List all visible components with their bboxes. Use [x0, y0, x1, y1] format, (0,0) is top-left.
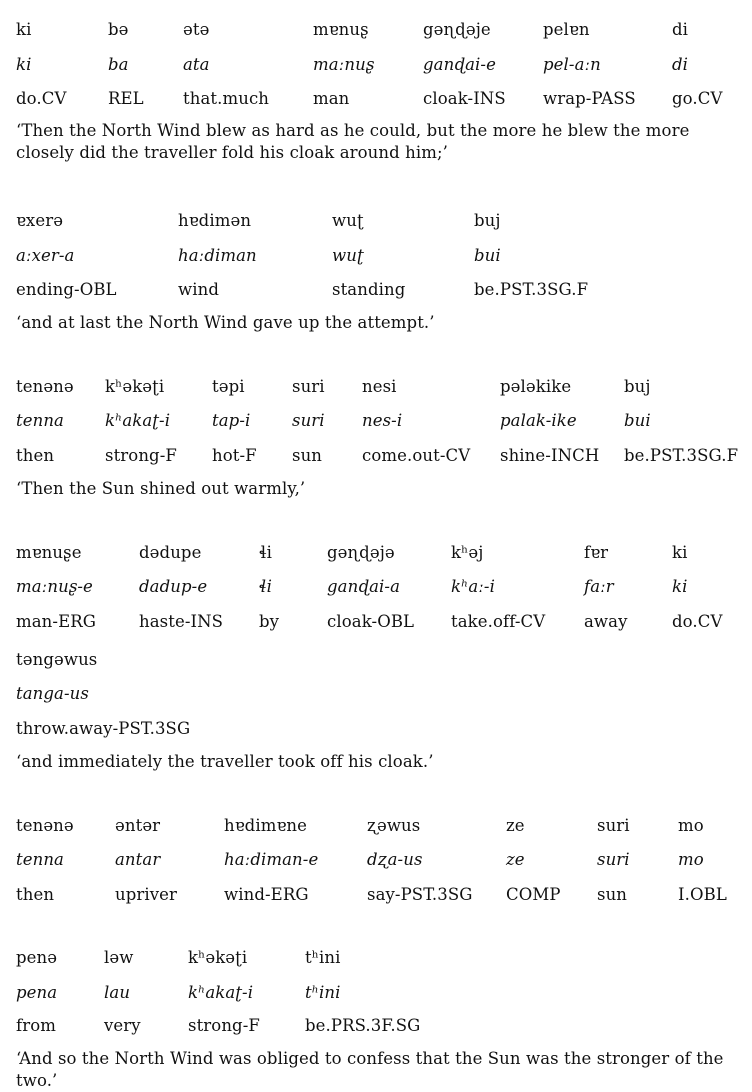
morpheme-word: maːnuʂ [313, 55, 375, 74]
ipa-line [0, 649, 752, 679]
morph-line [0, 982, 752, 1012]
gloss-abbreviation: PRS [330, 1016, 366, 1035]
gloss-word [624, 445, 738, 467]
ipa-word: ki [672, 543, 688, 562]
morpheme-word: mo [678, 850, 704, 869]
ipa-line [0, 376, 752, 406]
gloss-text: away [584, 612, 628, 631]
gloss-line [0, 884, 752, 914]
gloss-text: . [365, 1016, 371, 1035]
gloss-abbreviation: F [726, 446, 739, 465]
morpheme-word: ze [506, 850, 525, 869]
ipa-word: mɐnuʂ [313, 20, 369, 39]
ipa-word: bə [108, 20, 129, 39]
gloss-text: be. [474, 280, 500, 299]
gloss-abbreviation: CV [520, 612, 546, 631]
morpheme-word: haːdiman-e [224, 850, 319, 869]
gloss-text: shine- [500, 446, 551, 465]
ipa-word: pələkike [500, 377, 572, 396]
gloss-text: do. [672, 612, 698, 631]
morpheme-word: pena [16, 983, 58, 1002]
ipa-word: ze [506, 816, 525, 835]
ipa-word: buj [474, 211, 501, 230]
ipa-word: mɐnuʂe [16, 543, 82, 562]
gloss-abbreviation: INCH [550, 446, 600, 465]
morpheme-word: dʐa-us [367, 850, 423, 869]
ipa-word: di [672, 20, 689, 39]
gloss-word [183, 88, 269, 110]
gloss-text: . [571, 280, 577, 299]
ipa-word: suri [597, 816, 630, 835]
gloss-line [0, 88, 752, 118]
ipa-word: nesi [362, 377, 397, 396]
gloss-word [597, 884, 627, 906]
gloss-text: sun [292, 446, 323, 465]
morpheme-word: di [672, 55, 689, 74]
gloss-word [16, 611, 96, 633]
gloss-text: wind [178, 280, 219, 299]
gloss-abbreviation: CV [445, 446, 471, 465]
gloss-abbreviation: COMP [506, 885, 561, 904]
gloss-abbreviation: INS [190, 612, 224, 631]
gloss-word [178, 279, 219, 301]
morpheme-word: faːr [584, 577, 614, 596]
gloss-word [16, 445, 54, 467]
gloss-abbreviation: CV [697, 612, 723, 631]
gloss-abbreviation: F [248, 1016, 260, 1035]
gloss-abbreviation: PST [649, 446, 682, 465]
ipa-word: ki [16, 20, 32, 39]
gloss-text: man [313, 89, 350, 108]
free-translation: ‘and immediately the traveller took off his cloak.’ [16, 752, 434, 771]
gloss-abbreviation: 3SG [536, 280, 572, 299]
morpheme-word: tap-i [212, 411, 251, 430]
gloss-text: take.off- [451, 612, 521, 631]
gloss-text: haste- [139, 612, 191, 631]
morph-line [0, 576, 752, 606]
gloss-abbreviation: CV [697, 89, 723, 108]
gloss-word [506, 884, 561, 906]
gloss-word [105, 445, 177, 467]
ipa-word: kʰəj [451, 543, 484, 562]
gloss-text: . [149, 719, 155, 738]
gloss-abbreviation: SG [395, 1016, 421, 1035]
ipa-word: hɐdimən [178, 211, 252, 230]
morpheme-word: ganɖai-e [423, 55, 496, 74]
morpheme-word: ganɖai-a [327, 577, 401, 596]
morpheme-word: suri [292, 411, 325, 430]
morpheme-word: nes-i [362, 411, 403, 430]
gloss-word [16, 88, 67, 110]
gloss-abbreviation: F [576, 280, 589, 299]
ipa-word: suri [292, 377, 325, 396]
gloss-text: that.much [183, 89, 270, 108]
morpheme-word: maːnuʂ-e [16, 577, 93, 596]
ipa-word: ʐəwus [367, 816, 421, 835]
ipa-word: mo [678, 816, 704, 835]
ipa-word: təngəwus [16, 650, 98, 669]
gloss-line [0, 611, 752, 641]
gloss-word [678, 884, 727, 906]
morpheme-word: aːxer-a [16, 246, 75, 265]
ipa-line [0, 210, 752, 240]
gloss-abbreviation: PST [400, 885, 432, 904]
gloss-text: cloak- [423, 89, 474, 108]
morpheme-word: dadup-e [139, 577, 208, 596]
morpheme-word: lau [104, 983, 131, 1002]
gloss-text: be. [624, 446, 650, 465]
gloss-text: . [531, 280, 537, 299]
ipa-word: ətə [183, 20, 210, 39]
gloss-text: throw.away- [16, 719, 119, 738]
gloss-text: standing [332, 280, 406, 299]
morpheme-word: suri [597, 850, 630, 869]
ipa-word: gəɳɖəje [423, 20, 491, 39]
gloss-line [0, 1015, 752, 1045]
gloss-abbreviation: 3SG [154, 719, 191, 738]
ipa-line [0, 947, 752, 977]
morpheme-word: antar [115, 850, 161, 869]
morpheme-word: ba [108, 55, 129, 74]
gloss-text: . [431, 885, 438, 904]
morpheme-word: tenna [16, 850, 64, 869]
ipa-word: ɬi [259, 543, 272, 562]
ipa-line [0, 19, 752, 49]
gloss-word [332, 279, 405, 301]
gloss-word [16, 718, 190, 740]
morph-line [0, 410, 752, 440]
free-translation: ‘And so the North Wind was obliged to confess that the Sun was the stronger of the two.’ [16, 1049, 724, 1090]
gloss-word [474, 279, 588, 301]
gloss-text: do. [16, 89, 42, 108]
morpheme-word: tʰini [305, 983, 341, 1002]
gloss-abbreviation: CV [41, 89, 67, 108]
morph-line [0, 54, 752, 84]
ipa-word: fɐr [584, 543, 609, 562]
gloss-word [451, 611, 545, 633]
ipa-word: wuʈ [332, 211, 364, 230]
morph-line [0, 683, 752, 713]
gloss-text: strong- [105, 446, 166, 465]
gloss-word [104, 1015, 141, 1037]
gloss-word [16, 884, 54, 906]
gloss-text: wrap- [543, 89, 592, 108]
gloss-word [115, 884, 177, 906]
morpheme-word: wuʈ [332, 246, 364, 265]
morpheme-word: tanga-us [16, 684, 89, 703]
gloss-abbreviation: F [165, 446, 177, 465]
gloss-line [0, 445, 752, 475]
gloss-abbreviation: F [245, 446, 257, 465]
gloss-text: man- [16, 612, 59, 631]
morpheme-word: ata [183, 55, 210, 74]
morpheme-word: tenna [16, 411, 64, 430]
gloss-abbreviation: OBL [689, 885, 727, 904]
gloss-word [259, 611, 279, 633]
gloss-abbreviation: PASS [591, 89, 636, 108]
gloss-word [16, 279, 117, 301]
morpheme-word: kʰaː-i [451, 577, 495, 596]
ipa-word: ɐxerə [16, 211, 64, 230]
gloss-text: sun [597, 885, 628, 904]
gloss-word [139, 611, 223, 633]
gloss-text: go. [672, 89, 698, 108]
gloss-text: . [721, 446, 727, 465]
ipa-word: pelɐn [543, 20, 590, 39]
gloss-text: cloak- [327, 612, 378, 631]
gloss-text: then [16, 885, 55, 904]
ipa-word: təpi [212, 377, 245, 396]
gloss-abbreviation: PST [118, 719, 150, 738]
gloss-text: come.out- [362, 446, 446, 465]
gloss-abbreviation: REL [108, 89, 144, 108]
morpheme-word: ki [16, 55, 32, 74]
morpheme-word: bui [474, 246, 501, 265]
gloss-text: from [16, 1016, 56, 1035]
gloss-text: ending- [16, 280, 80, 299]
ipa-word: buj [624, 377, 651, 396]
ipa-word: tʰini [305, 948, 341, 967]
gloss-word [16, 1015, 56, 1037]
gloss-word [305, 1015, 420, 1037]
gloss-abbreviation: ERG [58, 612, 97, 631]
morpheme-word: ki [672, 577, 688, 596]
morpheme-word: bui [624, 411, 651, 430]
gloss-text: upriver [115, 885, 178, 904]
gloss-word [212, 445, 257, 467]
free-translation: ‘Then the North Wind blew as hard as he could, but the more he blew the more closely did the traveller fold his cloak around him;’ [16, 121, 690, 162]
ipa-word: hɐdimɐne [224, 816, 307, 835]
gloss-text: I. [678, 885, 690, 904]
gloss-abbreviation: ERG [270, 885, 309, 904]
ipa-word: penə [16, 948, 58, 967]
morpheme-word: kʰakaʈ-i [105, 411, 171, 430]
ipa-word: tenənə [16, 816, 74, 835]
ipa-word: kʰəkəʈi [188, 948, 248, 967]
free-translation: ‘and at last the North Wind gave up the attempt.’ [16, 313, 435, 332]
ipa-word: ləw [104, 948, 134, 967]
gloss-line [0, 279, 752, 309]
gloss-word [108, 88, 144, 110]
gloss-text: be. [305, 1016, 331, 1035]
ipa-word: dədupe [139, 543, 202, 562]
gloss-text: hot- [212, 446, 246, 465]
gloss-text: by [259, 612, 280, 631]
morpheme-word: pel-aːn [543, 55, 601, 74]
gloss-word [327, 611, 414, 633]
gloss-word [584, 611, 628, 633]
morpheme-word: kʰakaʈ-i [188, 983, 254, 1002]
gloss-text: strong- [188, 1016, 249, 1035]
ipa-line [0, 815, 752, 845]
gloss-text: . [681, 446, 687, 465]
gloss-text: wind- [224, 885, 271, 904]
ipa-word: kʰəkəʈi [105, 377, 165, 396]
gloss-text: very [104, 1016, 141, 1035]
gloss-abbreviation: 3F [370, 1016, 391, 1035]
gloss-word [672, 88, 723, 110]
gloss-text: say- [367, 885, 401, 904]
morph-line [0, 849, 752, 879]
gloss-word [188, 1015, 260, 1037]
gloss-word [224, 884, 309, 906]
gloss-word [362, 445, 470, 467]
gloss-abbreviation: OBL [79, 280, 117, 299]
ipa-word: əntər [115, 816, 161, 835]
gloss-word [672, 611, 723, 633]
gloss-word [500, 445, 599, 467]
gloss-word [367, 884, 473, 906]
morpheme-word: ɬi [259, 577, 272, 596]
gloss-word [292, 445, 322, 467]
morpheme-word: palak-ike [500, 411, 577, 430]
ipa-word: gəɳɖəjə [327, 543, 395, 562]
gloss-abbreviation: PST [499, 280, 532, 299]
gloss-text: . [390, 1016, 396, 1035]
gloss-abbreviation: 3SG [686, 446, 722, 465]
gloss-abbreviation: OBL [377, 612, 415, 631]
morph-line [0, 245, 752, 275]
gloss-abbreviation: 3SG [437, 885, 473, 904]
morpheme-word: haːdiman [178, 246, 257, 265]
gloss-word [313, 88, 349, 110]
ipa-word: tenənə [16, 377, 74, 396]
ipa-line [0, 542, 752, 572]
gloss-word [423, 88, 506, 110]
gloss-text: then [16, 446, 55, 465]
gloss-line [0, 718, 752, 748]
free-translation: ‘Then the Sun shined out warmly,’ [16, 479, 306, 498]
gloss-abbreviation: INS [473, 89, 506, 108]
gloss-word [543, 88, 636, 110]
